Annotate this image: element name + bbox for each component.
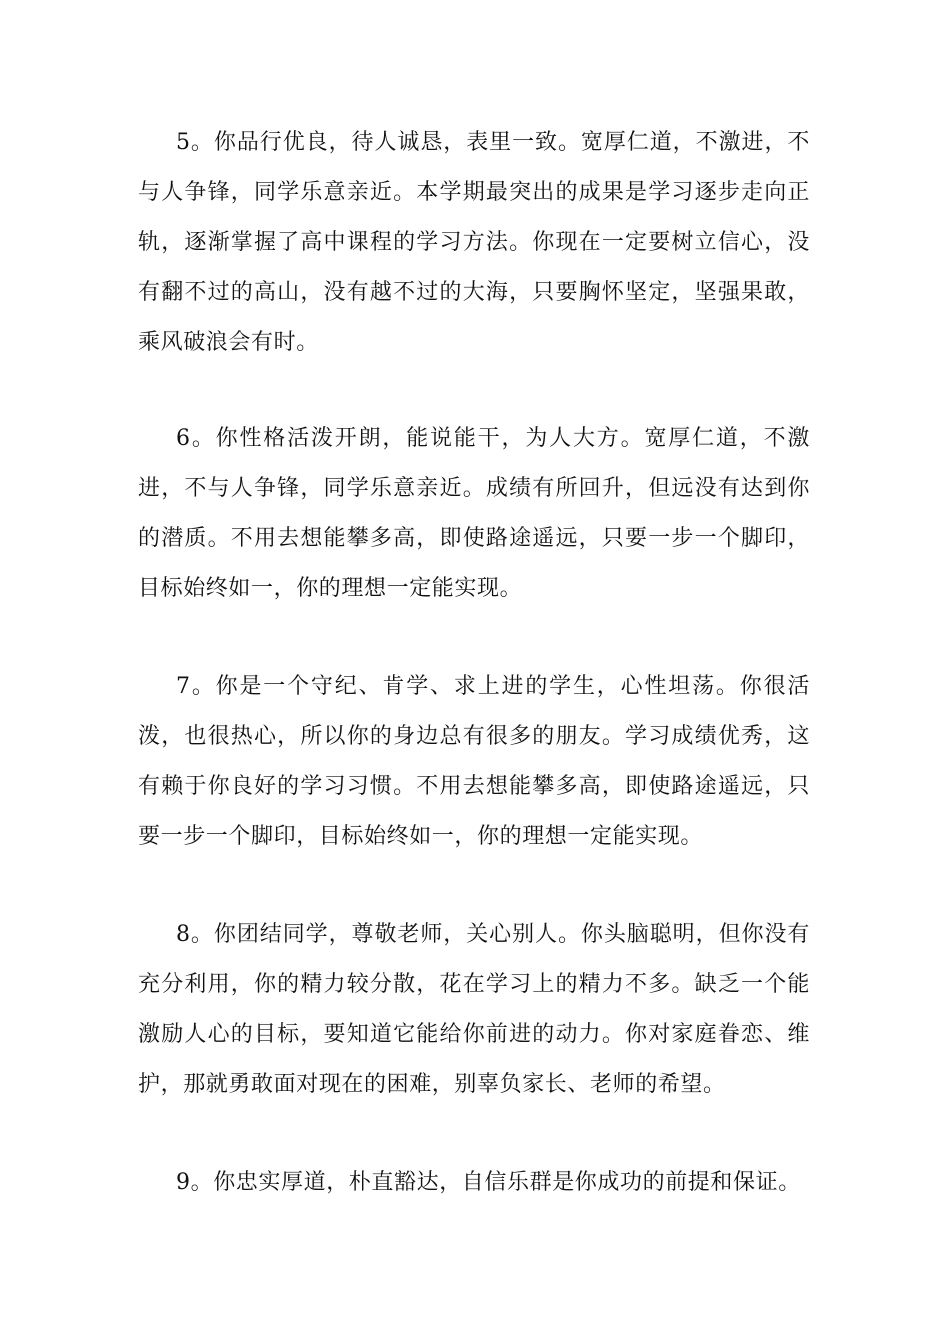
comment-paragraph-6: 6。你性格活泼开朗，能说能干，为人大方。宽厚仁道，不激进，不与人争锋，同学乐意亲近。成绩有所回升，但远没有达到你的潜质。不用去想能攀多高，即使路途遥远，只要一步一个脚印，目标始终如一，你的理想一定能实现。 [138, 426, 810, 601]
comment-paragraph-9: 9。你忠实厚道，朴直豁达，自信乐群是你成功的前提和保证。 [176, 1170, 801, 1195]
comment-paragraph-5: 5。你品行优良，待人诚恳，表里一致。宽厚仁道，不激进，不与人争锋，同学乐意亲近。本学期最突出的成果是学习逐步走向正轨，逐渐掌握了高中课程的学习方法。你现在一定要树立信心，没有翻不过的高山，没有越不过的大海，只要胸怀坚定，坚强果敢，乘风破浪会有时。 [138, 130, 810, 355]
comment-paragraph-7: 7。你是一个守纪、肯学、求上进的学生，心性坦荡。你很活泼，也很热心，所以你的身边总有很多的朋友。学习成绩优秀，这有赖于你良好的学习习惯。不用去想能攀多高，即使路途遥远，只要一步一个脚印，目标始终如一，你的理想一定能实现。 [138, 674, 810, 849]
comment-paragraph-8: 8。你团结同学，尊敬老师，关心别人。你头脑聪明，但你没有充分利用，你的精力较分散，花在学习上的精力不多。缺乏一个能激励人心的目标，要知道它能给你前进的动力。你对家庭眷恋、维护，那就勇敢面对现在的困难，别辜负家长、老师的希望。 [138, 922, 810, 1097]
